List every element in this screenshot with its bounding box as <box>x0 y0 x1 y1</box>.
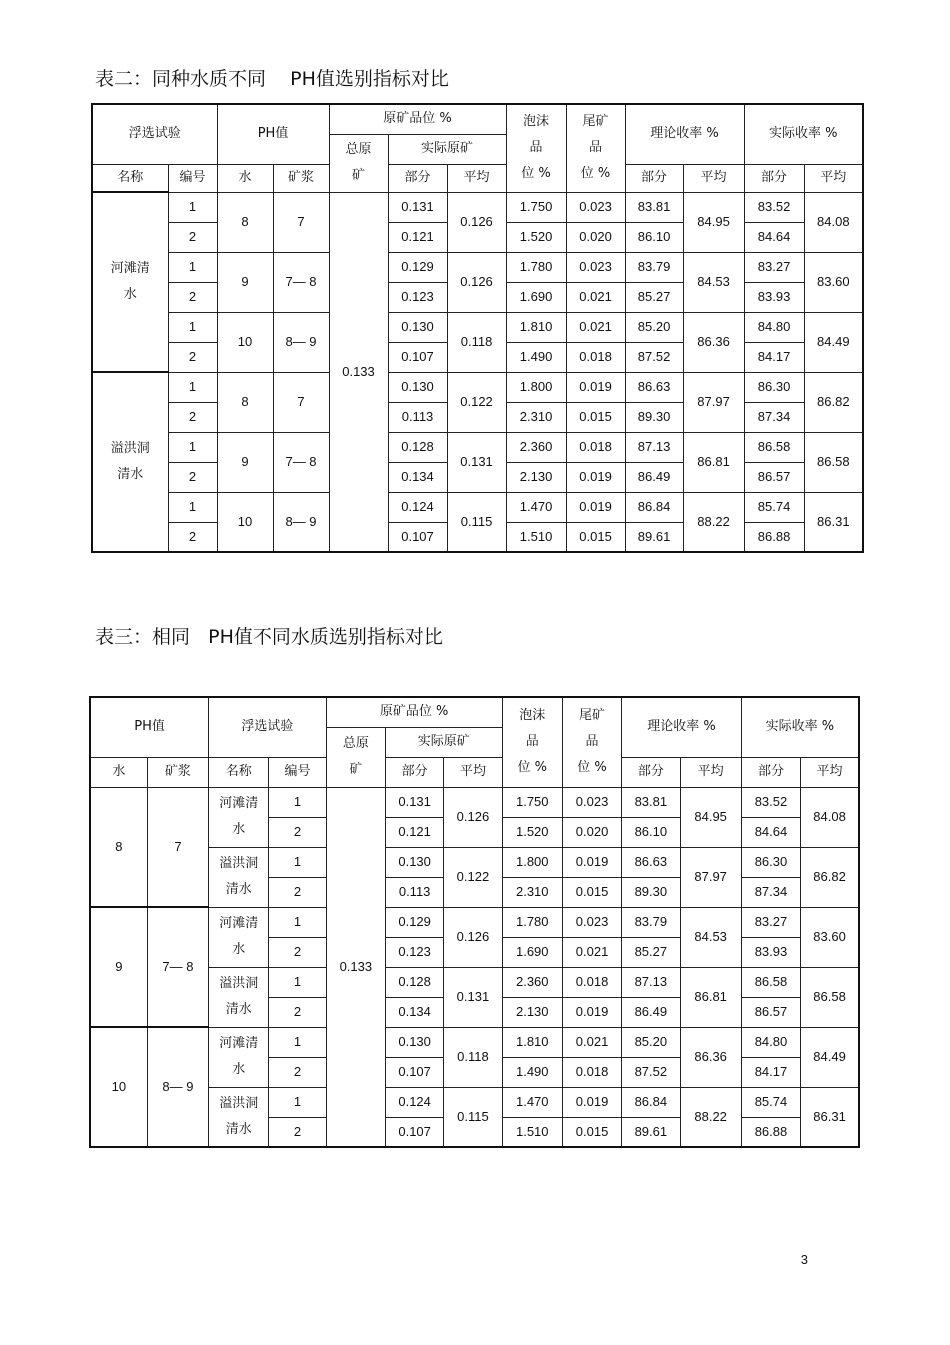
t3-water-name: 河滩清 水 <box>209 1027 269 1087</box>
t3-theory-avg: 88.22 <box>680 1087 741 1147</box>
t3-actual-part: 85.74 <box>741 1087 800 1117</box>
t2-tail: 0.019 <box>566 492 625 522</box>
t3-water-name: 河滩清 水 <box>209 907 269 967</box>
t2-theory-avg: 84.95 <box>683 192 744 252</box>
t2-actual-part: 86.58 <box>744 432 804 462</box>
t2-ph-water: 8 <box>217 192 273 252</box>
t3-foam: 1.780 <box>502 907 562 937</box>
t3-theory-part: 86.10 <box>622 817 680 847</box>
t2-header-raw-part: 部分 <box>388 164 447 192</box>
t2-header-slurry: 矿浆 <box>273 164 329 192</box>
t3-header-raw-grade: 原矿品位 % <box>326 697 502 727</box>
t2-number: 2 <box>168 282 217 312</box>
t2-raw-avg: 0.115 <box>447 492 506 552</box>
t3-actual-avg: 84.49 <box>801 1027 859 1087</box>
t2-ph-water: 8 <box>217 372 273 432</box>
t2-number: 1 <box>168 492 217 522</box>
t3-actual-avg: 83.60 <box>801 907 859 967</box>
t2-header-theory-avg: 平均 <box>683 164 744 192</box>
t2-raw-avg: 0.126 <box>447 192 506 252</box>
t2-actual-part: 87.34 <box>744 402 804 432</box>
t2-foam: 1.490 <box>506 342 566 372</box>
t2-actual-avg: 86.31 <box>804 492 863 552</box>
t2-raw-part: 0.107 <box>388 342 447 372</box>
t3-header-actual-part: 部分 <box>741 757 800 787</box>
t2-raw-part: 0.130 <box>388 372 447 402</box>
t3-tail: 0.021 <box>562 1027 621 1057</box>
t3-number: 2 <box>269 1117 326 1147</box>
t3-foam: 1.800 <box>502 847 562 877</box>
t3-tail: 0.019 <box>562 1087 621 1117</box>
t3-actual-avg: 84.08 <box>801 787 859 847</box>
t3-raw-avg: 0.115 <box>444 1087 502 1147</box>
t2-theory-avg: 87.97 <box>683 372 744 432</box>
t3-actual-part: 83.52 <box>741 787 800 817</box>
t2-foam: 2.360 <box>506 432 566 462</box>
t3-foam: 2.310 <box>502 877 562 907</box>
t2-theory-part: 86.63 <box>625 372 683 402</box>
t2-raw-part: 0.107 <box>388 522 447 552</box>
t2-raw-part: 0.129 <box>388 252 447 282</box>
t3-ph-slurry: 7 <box>147 787 208 907</box>
t3-theory-part: 86.49 <box>622 997 680 1027</box>
t2-ph-slurry: 8— 9 <box>273 312 329 372</box>
t2-raw-avg: 0.126 <box>447 252 506 312</box>
t2-water-name: 河滩清 水 <box>92 192 168 372</box>
t3-foam: 1.510 <box>502 1117 562 1147</box>
t2-raw-part: 0.121 <box>388 222 447 252</box>
t2-foam: 1.520 <box>506 222 566 252</box>
table2 <box>91 103 864 553</box>
t3-total-raw: 0.133 <box>326 787 385 1147</box>
t3-header-ph: PH值 <box>90 697 209 757</box>
t2-header-actual-avg: 平均 <box>804 164 863 192</box>
t3-raw-part: 0.107 <box>385 1117 443 1147</box>
t2-raw-part: 0.131 <box>388 192 447 222</box>
t3-header-theory: 理论收率 % <box>622 697 742 757</box>
t3-number: 1 <box>269 787 326 817</box>
t2-foam: 2.310 <box>506 402 566 432</box>
t3-header-number: 编号 <box>269 757 326 787</box>
t3-theory-avg: 87.97 <box>680 847 741 907</box>
t2-ph-slurry: 7— 8 <box>273 432 329 492</box>
t2-theory-avg: 86.36 <box>683 312 744 372</box>
t3-number: 1 <box>269 847 326 877</box>
t3-ph-slurry: 8— 9 <box>147 1027 208 1147</box>
t2-tail: 0.019 <box>566 462 625 492</box>
t3-number: 1 <box>269 1087 326 1117</box>
t2-ph-water: 9 <box>217 432 273 492</box>
t2-actual-avg: 84.49 <box>804 312 863 372</box>
t3-water-name: 溢洪洞 清水 <box>209 967 269 1027</box>
t3-theory-part: 83.79 <box>622 907 680 937</box>
t3-tail: 0.015 <box>562 1117 621 1147</box>
t3-number: 2 <box>269 1057 326 1087</box>
t2-number: 1 <box>168 312 217 342</box>
t2-raw-part: 0.128 <box>388 432 447 462</box>
t2-ph-water: 10 <box>217 312 273 372</box>
t2-header-raw-avg: 平均 <box>447 164 506 192</box>
t2-theory-part: 87.13 <box>625 432 683 462</box>
t3-raw-part: 0.128 <box>385 967 443 997</box>
t2-raw-avg: 0.118 <box>447 312 506 372</box>
t2-theory-part: 85.27 <box>625 282 683 312</box>
t2-theory-avg: 86.81 <box>683 432 744 492</box>
t3-header-water: 水 <box>90 757 147 787</box>
t3-number: 2 <box>269 817 326 847</box>
t2-theory-part: 83.81 <box>625 192 683 222</box>
t2-actual-part: 84.80 <box>744 312 804 342</box>
t3-theory-avg: 84.53 <box>680 907 741 967</box>
t2-tail: 0.015 <box>566 522 625 552</box>
t3-theory-part: 85.27 <box>622 937 680 967</box>
t2-actual-avg: 86.82 <box>804 372 863 432</box>
t2-actual-avg: 86.58 <box>804 432 863 492</box>
t2-theory-avg: 84.53 <box>683 252 744 312</box>
t3-raw-part: 0.124 <box>385 1087 443 1117</box>
t2-foam: 1.690 <box>506 282 566 312</box>
t2-number: 1 <box>168 252 217 282</box>
t2-tail: 0.019 <box>566 372 625 402</box>
t3-raw-part: 0.129 <box>385 907 443 937</box>
t3-water-name: 溢洪洞 清水 <box>209 847 269 907</box>
t2-theory-part: 83.79 <box>625 252 683 282</box>
t2-water-name: 溢洪洞 清水 <box>92 372 168 552</box>
t2-tail: 0.021 <box>566 282 625 312</box>
t2-raw-part: 0.113 <box>388 402 447 432</box>
table3-caption: 表三：相同 PH值不同水质选别指标对比 <box>95 626 443 648</box>
t2-tail: 0.018 <box>566 432 625 462</box>
t3-raw-avg: 0.122 <box>444 847 502 907</box>
t3-theory-part: 89.61 <box>622 1117 680 1147</box>
t2-raw-part: 0.124 <box>388 492 447 522</box>
t3-tail: 0.023 <box>562 907 621 937</box>
t2-theory-part: 89.30 <box>625 402 683 432</box>
t3-header-total-raw: 总原 矿 <box>326 727 385 787</box>
t3-header-raw-avg: 平均 <box>444 757 502 787</box>
t3-raw-part: 0.130 <box>385 847 443 877</box>
t3-actual-part: 87.34 <box>741 877 800 907</box>
t3-theory-part: 85.20 <box>622 1027 680 1057</box>
t3-number: 2 <box>269 997 326 1027</box>
t2-actual-avg: 84.08 <box>804 192 863 252</box>
t3-water-name: 河滩清 水 <box>209 787 269 847</box>
t2-header-actual-raw: 实际原矿 <box>388 134 506 164</box>
t3-header-actual-avg: 平均 <box>801 757 859 787</box>
t3-actual-avg: 86.58 <box>801 967 859 1027</box>
table-row <box>92 192 863 222</box>
t3-ph-water: 9 <box>90 907 147 1027</box>
t3-raw-part: 0.107 <box>385 1057 443 1087</box>
page-number: 3 <box>800 1252 808 1267</box>
t3-ph-water: 10 <box>90 1027 147 1147</box>
t3-tail: 0.019 <box>562 847 621 877</box>
t2-tail: 0.023 <box>566 252 625 282</box>
t3-actual-part: 84.64 <box>741 817 800 847</box>
t3-theory-avg: 86.81 <box>680 967 741 1027</box>
t3-actual-part: 86.30 <box>741 847 800 877</box>
t2-actual-part: 83.52 <box>744 192 804 222</box>
t3-tail: 0.018 <box>562 1057 621 1087</box>
table-row <box>90 787 859 817</box>
t3-header-raw-part: 部分 <box>385 757 443 787</box>
t2-foam: 1.510 <box>506 522 566 552</box>
t3-actual-part: 86.88 <box>741 1117 800 1147</box>
t2-number: 2 <box>168 342 217 372</box>
t3-number: 1 <box>269 907 326 937</box>
t3-raw-part: 0.121 <box>385 817 443 847</box>
t2-actual-part: 86.30 <box>744 372 804 402</box>
t2-tail: 0.015 <box>566 402 625 432</box>
t3-tail: 0.018 <box>562 967 621 997</box>
t2-header-number: 编号 <box>168 164 217 192</box>
t3-header-foam: 泡沫 品 位 % <box>502 697 562 787</box>
t2-raw-part: 0.130 <box>388 312 447 342</box>
t2-foam: 2.130 <box>506 462 566 492</box>
table-row <box>92 372 863 402</box>
t2-theory-part: 85.20 <box>625 312 683 342</box>
t2-number: 1 <box>168 192 217 222</box>
t3-tail: 0.021 <box>562 937 621 967</box>
t3-tail: 0.023 <box>562 787 621 817</box>
t2-foam: 1.780 <box>506 252 566 282</box>
t3-theory-part: 86.84 <box>622 1087 680 1117</box>
t2-ph-water: 10 <box>217 492 273 552</box>
t2-header-foam: 泡沫 品 位 % <box>506 104 566 192</box>
t3-tail: 0.019 <box>562 997 621 1027</box>
t3-raw-part: 0.131 <box>385 787 443 817</box>
t3-foam: 1.750 <box>502 787 562 817</box>
t3-actual-part: 86.57 <box>741 997 800 1027</box>
t2-tail: 0.023 <box>566 192 625 222</box>
t2-header-theory-part: 部分 <box>625 164 683 192</box>
t3-theory-avg: 86.36 <box>680 1027 741 1087</box>
table-row <box>92 312 863 342</box>
t3-actual-part: 83.27 <box>741 907 800 937</box>
t3-tail: 0.015 <box>562 877 621 907</box>
t3-actual-avg: 86.82 <box>801 847 859 907</box>
table-row <box>92 432 863 462</box>
t3-header-theory-avg: 平均 <box>680 757 741 787</box>
t3-foam: 2.130 <box>502 997 562 1027</box>
t2-number: 1 <box>168 372 217 402</box>
t2-number: 2 <box>168 402 217 432</box>
t3-raw-avg: 0.118 <box>444 1027 502 1087</box>
t2-ph-slurry: 7— 8 <box>273 252 329 312</box>
t3-raw-avg: 0.126 <box>444 787 502 847</box>
t2-header-name: 名称 <box>92 164 168 192</box>
t2-foam: 1.810 <box>506 312 566 342</box>
t2-theory-part: 86.84 <box>625 492 683 522</box>
t2-number: 2 <box>168 222 217 252</box>
t2-number: 2 <box>168 522 217 552</box>
table-row <box>92 252 863 282</box>
t2-ph-slurry: 7 <box>273 372 329 432</box>
t2-foam: 1.470 <box>506 492 566 522</box>
t2-theory-part: 89.61 <box>625 522 683 552</box>
t2-foam: 1.750 <box>506 192 566 222</box>
t3-header-theory-part: 部分 <box>622 757 680 787</box>
t2-actual-part: 83.93 <box>744 282 804 312</box>
t3-actual-avg: 86.31 <box>801 1087 859 1147</box>
table2-caption: 表二：同种水质不同 PH值选别指标对比 <box>95 68 449 90</box>
t3-tail: 0.020 <box>562 817 621 847</box>
table-row <box>90 907 859 937</box>
t2-actual-part: 86.88 <box>744 522 804 552</box>
t2-ph-slurry: 7 <box>273 192 329 252</box>
t3-number: 2 <box>269 937 326 967</box>
table-row <box>90 1027 859 1057</box>
t2-header-total-raw: 总原 矿 <box>329 134 388 192</box>
t3-raw-part: 0.123 <box>385 937 443 967</box>
t3-theory-avg: 84.95 <box>680 787 741 847</box>
t2-number: 1 <box>168 432 217 462</box>
t3-foam: 1.520 <box>502 817 562 847</box>
t3-theory-part: 89.30 <box>622 877 680 907</box>
t2-header-actual-part: 部分 <box>744 164 804 192</box>
t3-number: 1 <box>269 1027 326 1057</box>
t2-actual-part: 84.64 <box>744 222 804 252</box>
t3-number: 2 <box>269 877 326 907</box>
t3-header-actual: 实际收率 % <box>741 697 859 757</box>
t2-number: 2 <box>168 462 217 492</box>
t3-ph-water: 8 <box>90 787 147 907</box>
t2-actual-part: 86.57 <box>744 462 804 492</box>
table-row <box>92 492 863 522</box>
t2-header-flotation: 浮选试验 <box>92 104 217 164</box>
t3-ph-slurry: 7— 8 <box>147 907 208 1027</box>
t3-number: 1 <box>269 967 326 997</box>
t3-raw-part: 0.113 <box>385 877 443 907</box>
t2-theory-part: 86.10 <box>625 222 683 252</box>
t3-actual-part: 83.93 <box>741 937 800 967</box>
t3-theory-part: 83.81 <box>622 787 680 817</box>
t3-raw-avg: 0.126 <box>444 907 502 967</box>
t2-actual-part: 83.27 <box>744 252 804 282</box>
t3-water-name: 溢洪洞 清水 <box>209 1087 269 1147</box>
t3-theory-part: 87.13 <box>622 967 680 997</box>
t3-actual-part: 84.80 <box>741 1027 800 1057</box>
t2-actual-avg: 83.60 <box>804 252 863 312</box>
table3 <box>89 696 860 1148</box>
t3-raw-avg: 0.131 <box>444 967 502 1027</box>
t3-header-actual-raw: 实际原矿 <box>385 727 502 757</box>
t3-header-tail: 尾矿 品 位 % <box>562 697 621 787</box>
t2-header-raw-grade: 原矿品位 % <box>329 104 506 134</box>
t2-raw-avg: 0.122 <box>447 372 506 432</box>
t2-raw-part: 0.123 <box>388 282 447 312</box>
t3-foam: 1.810 <box>502 1027 562 1057</box>
t3-theory-part: 87.52 <box>622 1057 680 1087</box>
t2-raw-part: 0.134 <box>388 462 447 492</box>
t2-actual-part: 85.74 <box>744 492 804 522</box>
t2-theory-avg: 88.22 <box>683 492 744 552</box>
t3-theory-part: 86.63 <box>622 847 680 877</box>
t3-header-flotation: 浮选试验 <box>209 697 327 757</box>
t2-foam: 1.800 <box>506 372 566 402</box>
t3-actual-part: 86.58 <box>741 967 800 997</box>
t3-foam: 1.690 <box>502 937 562 967</box>
t2-total-raw: 0.133 <box>329 192 388 552</box>
t2-header-theory: 理论收率 % <box>625 104 744 164</box>
t3-foam: 1.490 <box>502 1057 562 1087</box>
t2-header-water: 水 <box>217 164 273 192</box>
t2-ph-water: 9 <box>217 252 273 312</box>
t2-header-tail: 尾矿 品 位 % <box>566 104 625 192</box>
t2-ph-slurry: 8— 9 <box>273 492 329 552</box>
t2-theory-part: 86.49 <box>625 462 683 492</box>
t2-tail: 0.020 <box>566 222 625 252</box>
t3-header-slurry: 矿浆 <box>147 757 208 787</box>
t2-tail: 0.018 <box>566 342 625 372</box>
t3-foam: 1.470 <box>502 1087 562 1117</box>
t2-actual-part: 84.17 <box>744 342 804 372</box>
t3-header-name: 名称 <box>209 757 269 787</box>
t3-actual-part: 84.17 <box>741 1057 800 1087</box>
t3-raw-part: 0.130 <box>385 1027 443 1057</box>
t2-header-ph: PH值 <box>217 104 329 164</box>
t2-tail: 0.021 <box>566 312 625 342</box>
t2-theory-part: 87.52 <box>625 342 683 372</box>
t3-foam: 2.360 <box>502 967 562 997</box>
t2-header-actual: 实际收率 % <box>744 104 863 164</box>
t2-raw-avg: 0.131 <box>447 432 506 492</box>
t3-raw-part: 0.134 <box>385 997 443 1027</box>
